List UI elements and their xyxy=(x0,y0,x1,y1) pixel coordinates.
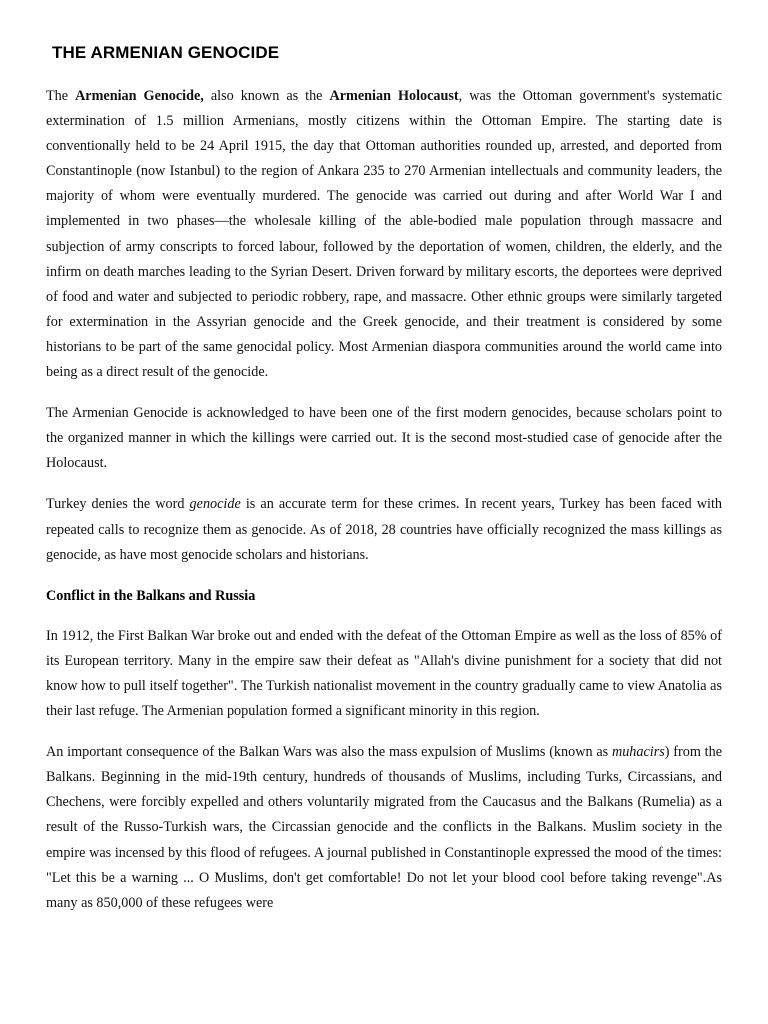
paragraph-4: In 1912, the First Balkan War broke out and ended with the defeat of the Ottoman Empire as well as the loss of 85% of its European territory. Many in the empire saw their defeat as "Allah's divine punishment for a society that did not know how to pull itself together". The Turkish nationalist movement in the country gradually came to view Anatolia as their last refuge. The Armenian population formed a significant minority in this region. xyxy=(46,627,722,720)
document-body xyxy=(46,84,722,932)
paragraph-5-text-1: An important consequence of the Balkan Wars was also the mass expulsion of Muslims (known as xyxy=(46,744,612,761)
intro-term-armenian-genocide: Armenian Genocide, xyxy=(75,88,204,104)
paragraph-2: The Armenian Genocide is acknowledged to have been one of the first modern genocides, because scholars point to the organized manner in which the killings were carried out. It is the second most-studied case of genocide after the Holocaust. xyxy=(46,405,722,472)
intro-text-1: The xyxy=(46,88,76,104)
intro-text-3: , was the Ottoman government's systematic extermination of 1.5 million Armenians, mostly citizens within the Ottoman Empire. The starting date is conventionally held to be 24 April 1915, the day that Ottoman authorities rounded up, arrested, and deported from Constantinople (now Istanbul) to the region of Ankara 235 to 270 Armenian intellectuals and community leaders, the majority of whom were eventually murdered. The genocide was carried out during and after World War I and implemented in two phases—the wholesale killing of the able-bodied male population through massacre and subjection of army conscripts to forced labour, followed by the deportation of women, children, the elderly, and the infirm on death marches leading to the Syrian Desert. Driven forward by military escorts, the deportees were deprived of food and water and subjected to periodic robbery, rape, and massacre. Other ethnic groups were similarly targeted for extermination in the Assyrian genocide and the Greek genocide, and their treatment is considered by some historians to be part of the same genocidal policy. Most Armenian diaspora communities around the world came into being as a direct result of the genocide. xyxy=(46,88,722,381)
intro-paragraph xyxy=(46,84,722,385)
paragraph-5 xyxy=(46,740,722,916)
paragraph-3-text-1: Turkey denies the word xyxy=(46,496,190,513)
paragraph-3-italic-genocide: genocide xyxy=(189,496,241,513)
paragraph-3-text-2: is an accurate term for these crimes. In recent years, Turkey has been faced with repeated calls to recognize them as genocide. As of 2018, 28 countries have officially recognized the mass killings as genocide, as have most genocide scholars and historians. xyxy=(46,496,722,563)
paragraph-5-text-2: ) from the Balkans. Beginning in the mid-19th century, hundreds of thousands of Muslims, including Turks, Circassians, and Chechens, were forcibly expelled and others voluntarily migrated from the Caucasus and the Balkans (Rumelia) as a result of the Russo-Turkish wars, the Circassian genocide and the conflicts in the Balkans. Muslim society in the empire was incensed by this flood of refugees. A journal published in Constantinople expressed the mood of the times: "Let this be a warning ... O Muslims, don't get comfortable! Do not let your blood cool before taking revenge".As many as 850,000 of these refugees were xyxy=(46,744,722,911)
intro-text-2: also known as the xyxy=(203,88,330,104)
document-title: THE ARMENIAN GENOCIDE xyxy=(52,43,280,62)
paragraph-5-italic-muhacirs: muhacirs xyxy=(611,744,665,761)
section-heading-balkans: Conflict in the Balkans and Russia xyxy=(46,587,256,604)
intro-term-armenian-holocaust: Armenian Holocaust xyxy=(329,88,459,104)
paragraph-3 xyxy=(46,492,722,567)
